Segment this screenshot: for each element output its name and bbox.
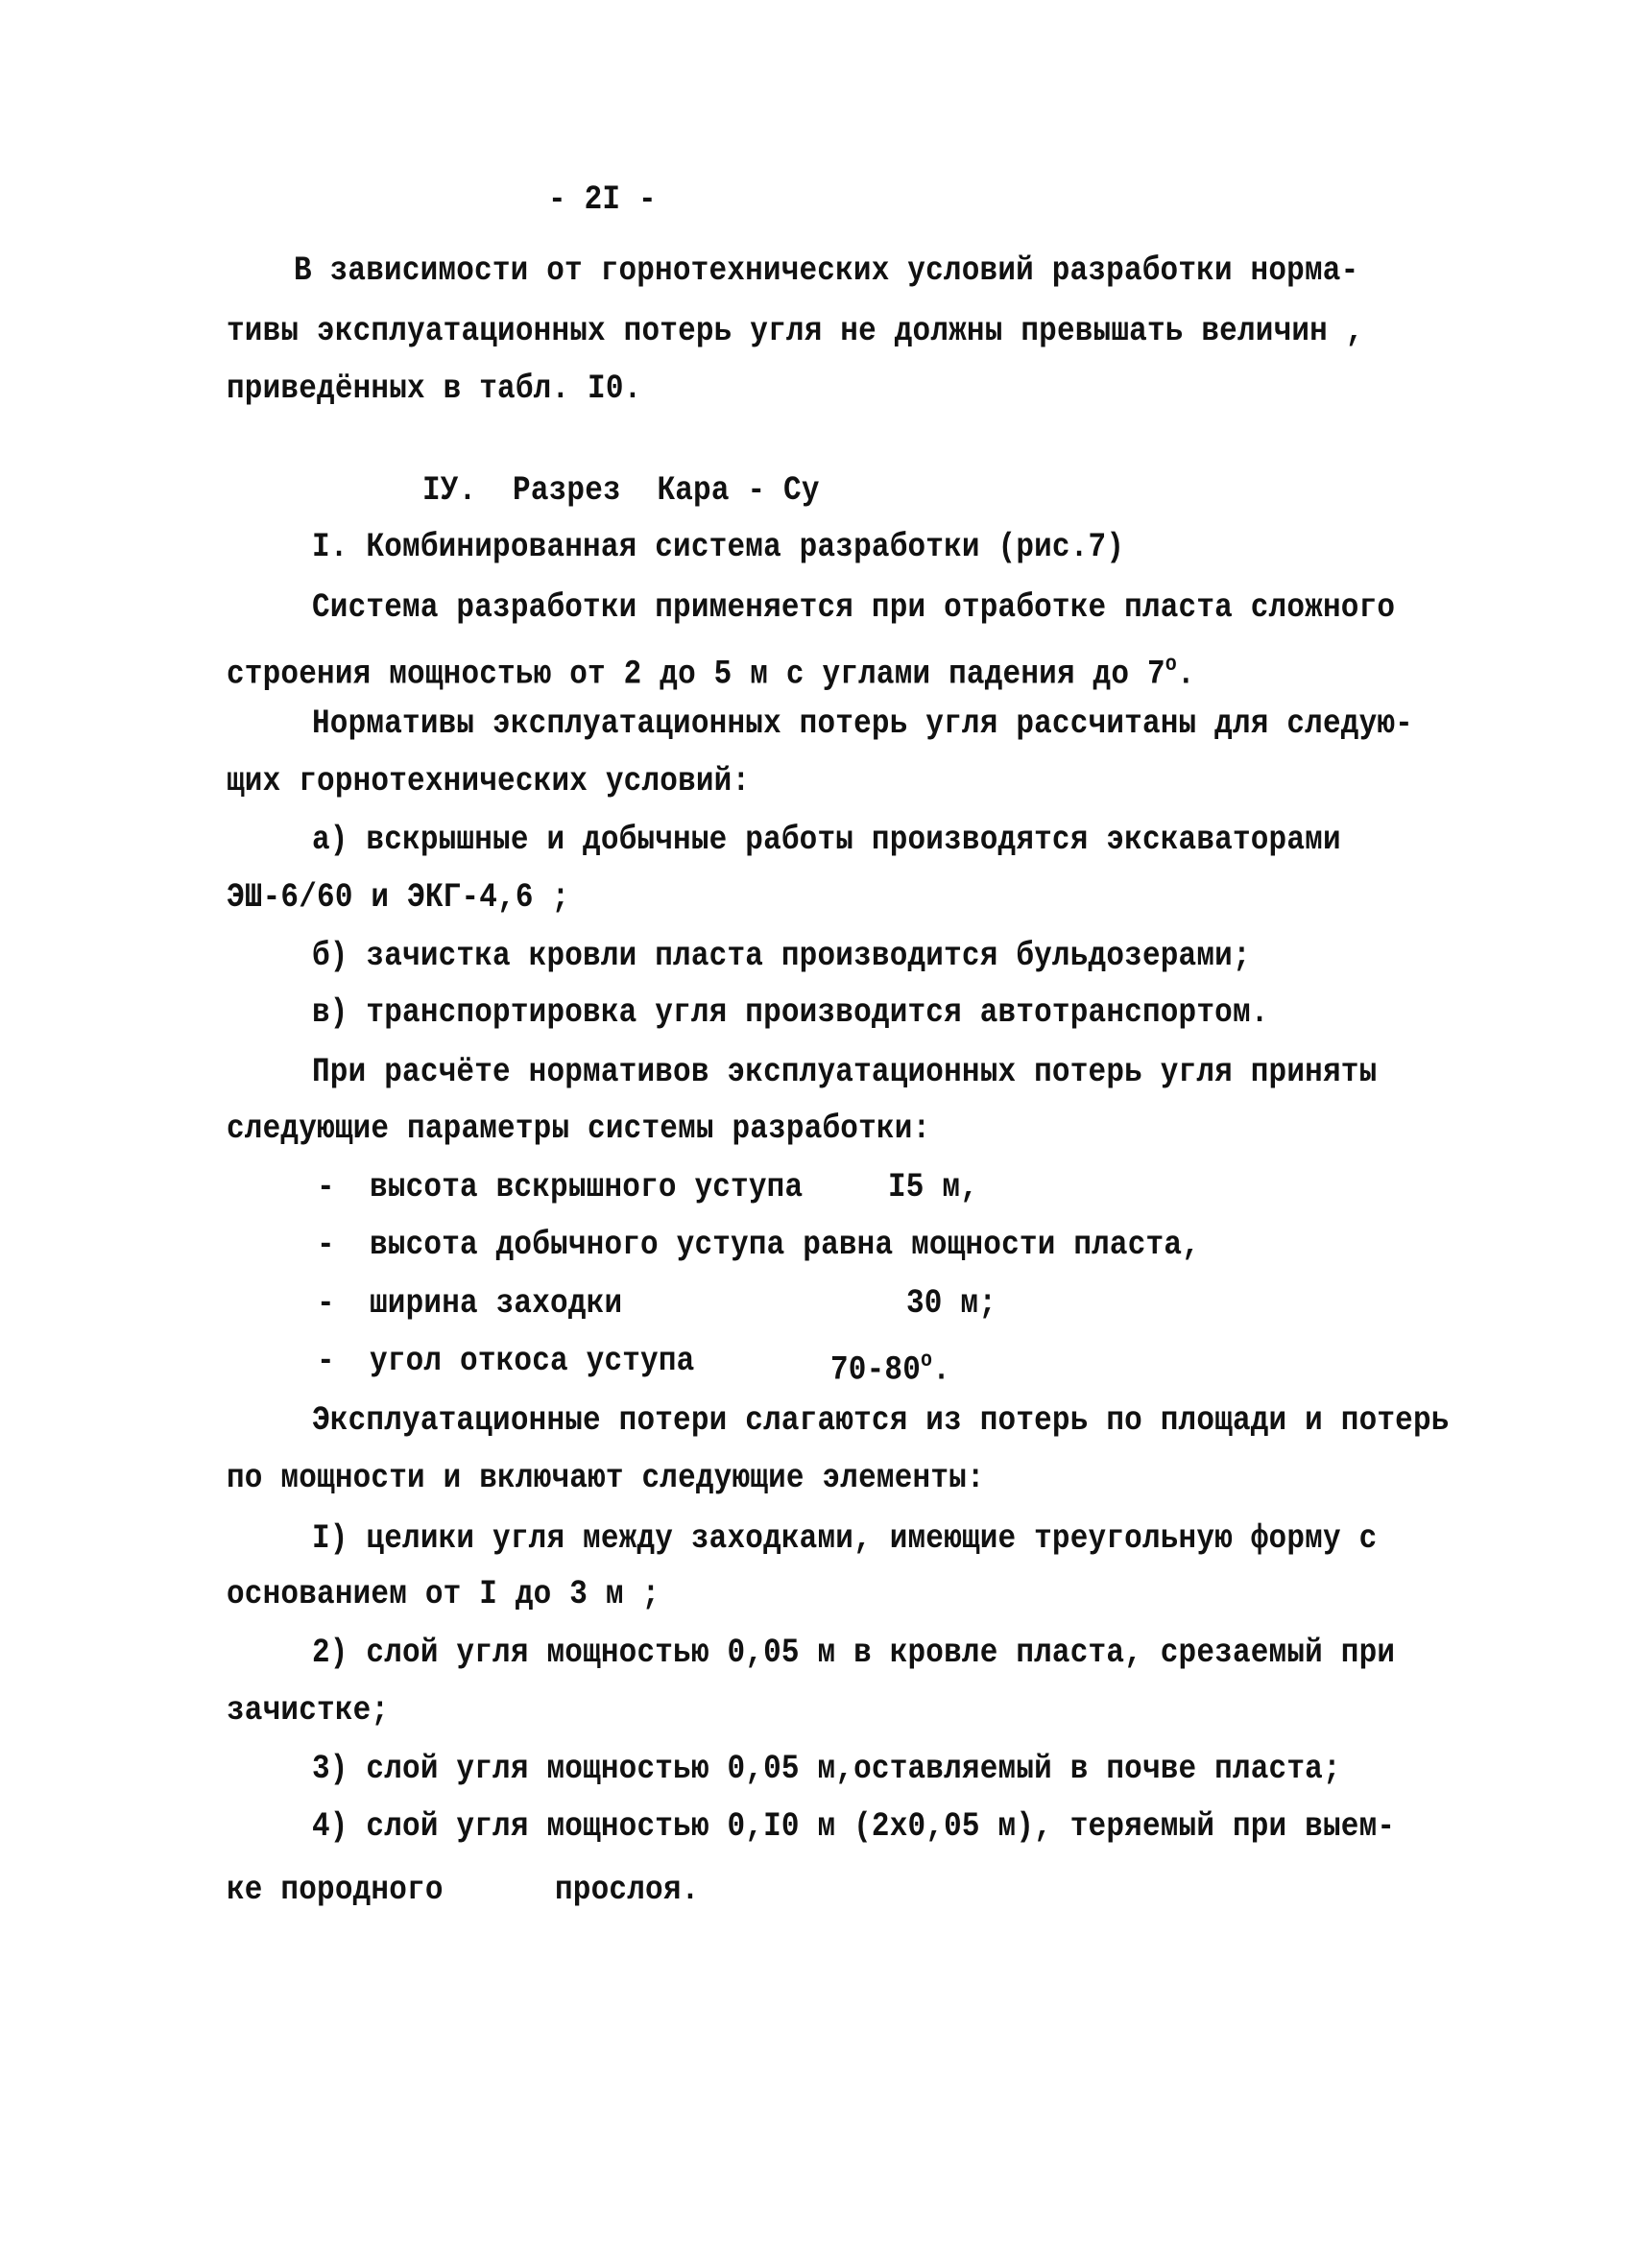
para1-line-1: Система разработки применяется при отработке пласта сложного xyxy=(312,588,1396,628)
page-number: - 2I - xyxy=(548,180,657,220)
para3-line-1: При расчёте нормативов эксплуатационных потерь угля приняты xyxy=(312,1053,1378,1092)
para3-line-2: следующие параметры системы разработки: xyxy=(227,1110,931,1149)
param-label: ширина заходки xyxy=(370,1284,623,1324)
subsection-heading: I. Комбинированная система разработки (рис.7) xyxy=(312,528,1125,567)
element-1-cont: основанием от I до 3 м ; xyxy=(227,1575,660,1614)
para2-line-2: щих горнотехнических условий: xyxy=(227,762,751,801)
para1-text: строения мощностью от 2 до 5 м с углами падения до 7 xyxy=(227,655,1165,695)
param-label: угол откоса уступа xyxy=(370,1342,695,1381)
element-2-cont: зачистке; xyxy=(227,1691,390,1731)
section-heading: IУ. Разрез Кара - Су xyxy=(422,471,820,511)
condition-b: б) зачистка кровли пласта производится бульдозерами; xyxy=(312,937,1251,976)
period: . xyxy=(1176,655,1195,695)
element-2: 2) слой угля мощностью 0,05 м в кровле пласта, срезаемый при xyxy=(312,1634,1396,1673)
param-label: высота добычного уступа равна мощности пласта, xyxy=(370,1226,1200,1265)
param-value-text: 70-80 xyxy=(830,1350,922,1391)
element-4-cont-2: прослоя. xyxy=(555,1871,700,1910)
intro-line-3: приведённых в табл. I0. xyxy=(227,370,642,409)
degree-sign: о xyxy=(1165,652,1177,678)
param-value xyxy=(830,1342,950,1392)
param-label: высота вскрышного уступа xyxy=(370,1168,804,1207)
degree-sign: о xyxy=(921,1348,933,1373)
para1-line-2 xyxy=(227,646,1195,696)
param-dash: - xyxy=(317,1284,335,1324)
param-dash: - xyxy=(317,1226,335,1265)
intro-line-2: тивы эксплуатационных потерь угля не должны превышать величин , xyxy=(227,312,1364,351)
para4-line-2: по мощности и включают следующие элементы: xyxy=(227,1459,985,1498)
para4-line-1: Эксплуатационные потери слагаются из потерь по площади и потерь xyxy=(312,1401,1450,1441)
element-3: 3) слой угля мощностью 0,05 м,оставляемый в почве пласта; xyxy=(312,1750,1341,1789)
condition-c: в) транспортировка угля производится автотранспортом. xyxy=(312,993,1269,1033)
para2-line-1: Нормативы эксплуатационных потерь угля рассчитаны для следую- xyxy=(312,704,1413,744)
intro-line-1: В зависимости от горнотехнических условий разработки норма- xyxy=(294,251,1359,291)
condition-a-cont: ЭШ-6/60 и ЭКГ-4,6 ; xyxy=(227,878,570,918)
param-value: I5 м, xyxy=(888,1168,979,1207)
element-4: 4) слой угля мощностью 0,I0 м (2х0,05 м), теряемый при выем- xyxy=(312,1807,1396,1847)
element-4-cont-1: ке породного xyxy=(227,1871,444,1910)
period: . xyxy=(932,1350,951,1391)
param-dash: - xyxy=(317,1342,335,1381)
element-1: I) целики угля между заходками, имеющие треугольную форму с xyxy=(312,1519,1378,1559)
condition-a: а) вскрышные и добычные работы производятся экскаваторами xyxy=(312,821,1341,860)
param-dash: - xyxy=(317,1168,335,1207)
param-value: 30 м; xyxy=(906,1284,997,1324)
